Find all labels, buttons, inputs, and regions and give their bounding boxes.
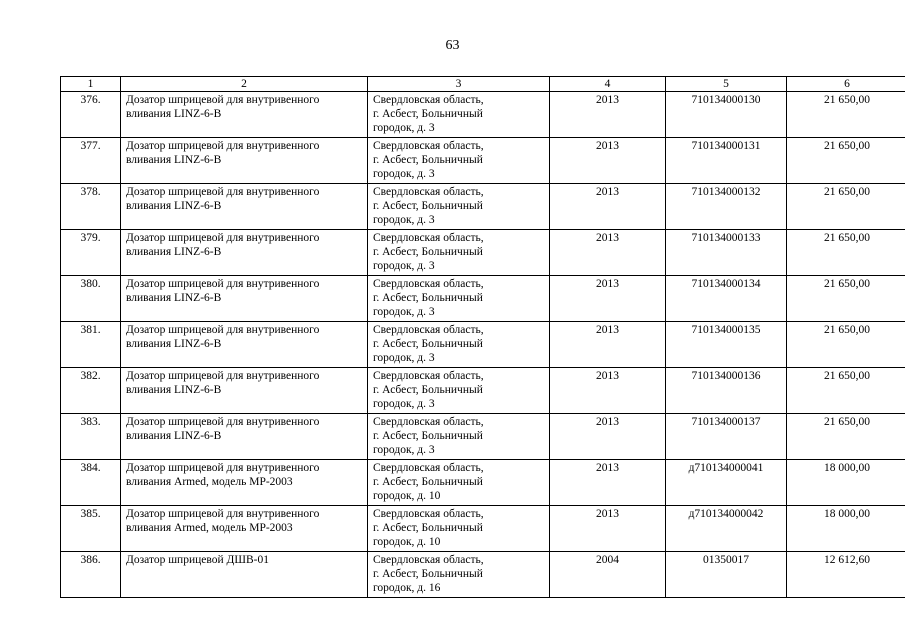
column-header-4: 4	[550, 77, 666, 92]
item-address	[368, 184, 550, 230]
item-name-line: вливания Armed, модель MP-2003	[126, 476, 293, 488]
item-address-line: г. Асбест, Больничный	[373, 384, 483, 396]
item-name-line: вливания LINZ-6-B	[126, 338, 222, 350]
table-row	[61, 368, 905, 414]
item-address-line: городок, д. 3	[373, 214, 435, 226]
item-cost: 21 650,00	[787, 184, 905, 230]
item-address-line: г. Асбест, Больничный	[373, 430, 483, 442]
item-address-line: г. Асбест, Больничный	[373, 292, 483, 304]
inventory-number: 710134000134	[666, 276, 787, 322]
item-address-line: Свердловская область,	[373, 370, 484, 382]
item-name-line: Дозатор шприцевой для внутривенного	[126, 370, 320, 382]
item-year: 2013	[550, 460, 666, 506]
item-cost: 21 650,00	[787, 414, 905, 460]
row-number: 382.	[61, 368, 121, 414]
column-header-3: 3	[368, 77, 550, 92]
table-row	[61, 138, 905, 184]
item-address	[368, 276, 550, 322]
item-cost: 21 650,00	[787, 368, 905, 414]
row-number: 379.	[61, 230, 121, 276]
item-address-line: городок, д. 3	[373, 260, 435, 272]
item-address-line: городок, д. 3	[373, 398, 435, 410]
table-row	[61, 230, 905, 276]
item-name-line: Дозатор шприцевой для внутривенного	[126, 416, 320, 428]
inventory-number: 710134000130	[666, 92, 787, 138]
item-address-line: г. Асбест, Больничный	[373, 108, 483, 120]
row-number: 386.	[61, 552, 121, 598]
table-row	[61, 184, 905, 230]
item-address	[368, 506, 550, 552]
inventory-number: 01350017	[666, 552, 787, 598]
item-name-line: вливания LINZ-6-B	[126, 200, 222, 212]
column-header-6: 6	[787, 77, 905, 92]
item-address	[368, 552, 550, 598]
item-name-line: Дозатор шприцевой для внутривенного	[126, 232, 320, 244]
item-cost: 18 000,00	[787, 506, 905, 552]
item-address-line: Свердловская область,	[373, 324, 484, 336]
item-year: 2004	[550, 552, 666, 598]
item-year: 2013	[550, 92, 666, 138]
table-body	[61, 92, 905, 598]
table-header	[61, 77, 905, 92]
item-address-line: городок, д. 3	[373, 444, 435, 456]
item-address	[368, 460, 550, 506]
table-row	[61, 92, 905, 138]
table-row	[61, 276, 905, 322]
item-address-line: городок, д. 3	[373, 306, 435, 318]
item-name-line: Дозатор шприцевой ДШВ-01	[126, 554, 269, 566]
item-cost: 21 650,00	[787, 276, 905, 322]
item-cost: 21 650,00	[787, 230, 905, 276]
item-year: 2013	[550, 506, 666, 552]
item-address	[368, 414, 550, 460]
item-name-line: Дозатор шприцевой для внутривенного	[126, 508, 320, 520]
inventory-number: 710134000132	[666, 184, 787, 230]
item-address	[368, 368, 550, 414]
inventory-number: 710134000137	[666, 414, 787, 460]
inventory-number: 710134000136	[666, 368, 787, 414]
item-year: 2013	[550, 184, 666, 230]
item-year: 2013	[550, 138, 666, 184]
column-header-5: 5	[666, 77, 787, 92]
item-address-line: городок, д. 3	[373, 168, 435, 180]
item-address-line: Свердловская область,	[373, 232, 484, 244]
item-name-line: вливания Armed, модель MP-2003	[126, 522, 293, 534]
item-address-line: Свердловская область,	[373, 554, 484, 566]
item-address-line: городок, д. 10	[373, 536, 441, 548]
item-name	[121, 92, 368, 138]
item-address	[368, 322, 550, 368]
header-row	[61, 77, 905, 92]
item-name-line: вливания LINZ-6-B	[126, 430, 222, 442]
table-row	[61, 322, 905, 368]
inventory-number: д710134000042	[666, 506, 787, 552]
item-address-line: г. Асбест, Больничный	[373, 338, 483, 350]
row-number: 377.	[61, 138, 121, 184]
item-address-line: Свердловская область,	[373, 186, 484, 198]
item-cost: 12 612,60	[787, 552, 905, 598]
item-name-line: Дозатор шприцевой для внутривенного	[126, 140, 320, 152]
item-cost: 21 650,00	[787, 92, 905, 138]
item-address-line: Свердловская область,	[373, 94, 484, 106]
item-address-line: Свердловская область,	[373, 140, 484, 152]
item-year: 2013	[550, 276, 666, 322]
item-address	[368, 230, 550, 276]
item-name-line: Дозатор шприцевой для внутривенного	[126, 324, 320, 336]
table-row	[61, 460, 905, 506]
row-number: 376.	[61, 92, 121, 138]
column-header-1: 1	[61, 77, 121, 92]
item-address	[368, 138, 550, 184]
item-name-line: вливания LINZ-6-B	[126, 154, 222, 166]
item-name-line: Дозатор шприцевой для внутривенного	[126, 186, 320, 198]
item-year: 2013	[550, 414, 666, 460]
item-name-line: Дозатор шприцевой для внутривенного	[126, 462, 320, 474]
item-name-line: Дозатор шприцевой для внутривенного	[126, 278, 320, 290]
item-name-line: вливания LINZ-6-B	[126, 384, 222, 396]
item-address-line: г. Асбест, Больничный	[373, 246, 483, 258]
inventory-number: 710134000135	[666, 322, 787, 368]
row-number: 383.	[61, 414, 121, 460]
table-row	[61, 506, 905, 552]
column-header-2: 2	[121, 77, 368, 92]
inventory-number: д710134000041	[666, 460, 787, 506]
item-address-line: Свердловская область,	[373, 462, 484, 474]
item-address-line: Свердловская область,	[373, 278, 484, 290]
item-year: 2013	[550, 322, 666, 368]
table-row	[61, 552, 905, 598]
item-address-line: г. Асбест, Больничный	[373, 154, 483, 166]
item-address-line: Свердловская область,	[373, 508, 484, 520]
item-name	[121, 506, 368, 552]
table-row	[61, 414, 905, 460]
item-address-line: городок, д. 16	[373, 582, 441, 594]
item-address-line: г. Асбест, Больничный	[373, 568, 483, 580]
item-name-line: вливания LINZ-6-B	[126, 108, 222, 120]
item-address-line: г. Асбест, Больничный	[373, 476, 483, 488]
item-cost: 21 650,00	[787, 322, 905, 368]
item-address	[368, 92, 550, 138]
item-name	[121, 322, 368, 368]
item-address-line: городок, д. 3	[373, 352, 435, 364]
row-number: 380.	[61, 276, 121, 322]
item-name	[121, 414, 368, 460]
item-name-line: вливания LINZ-6-B	[126, 292, 222, 304]
item-name	[121, 138, 368, 184]
item-name	[121, 230, 368, 276]
item-name	[121, 552, 368, 598]
item-name	[121, 184, 368, 230]
item-address-line: городок, д. 10	[373, 490, 441, 502]
row-number: 385.	[61, 506, 121, 552]
row-number: 384.	[61, 460, 121, 506]
inventory-number: 710134000131	[666, 138, 787, 184]
item-address-line: городок, д. 3	[373, 122, 435, 134]
row-number: 381.	[61, 322, 121, 368]
item-year: 2013	[550, 230, 666, 276]
item-address-line: г. Асбест, Больничный	[373, 200, 483, 212]
item-name	[121, 276, 368, 322]
item-year: 2013	[550, 368, 666, 414]
item-name-line: вливания LINZ-6-B	[126, 246, 222, 258]
item-name-line: Дозатор шприцевой для внутривенного	[126, 94, 320, 106]
page-number: 63	[445, 38, 460, 53]
item-address-line: г. Асбест, Больничный	[373, 522, 483, 534]
row-number: 378.	[61, 184, 121, 230]
item-name	[121, 368, 368, 414]
item-cost: 21 650,00	[787, 138, 905, 184]
item-address-line: Свердловская область,	[373, 416, 484, 428]
item-cost: 18 000,00	[787, 460, 905, 506]
inventory-number: 710134000133	[666, 230, 787, 276]
registry-table	[60, 76, 905, 598]
item-name	[121, 460, 368, 506]
